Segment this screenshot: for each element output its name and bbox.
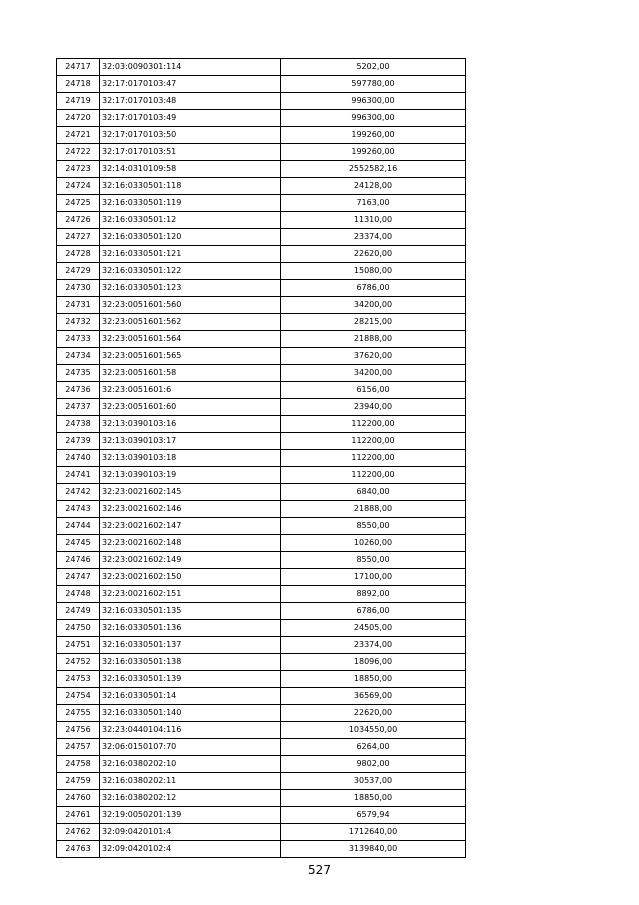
value-cell: 5202,00 (281, 59, 466, 76)
value-cell: 30537,00 (281, 773, 466, 790)
cadastral-number-cell: 32:17:0170103:47 (100, 76, 281, 93)
value-cell: 199260,00 (281, 144, 466, 161)
value-cell: 18850,00 (281, 790, 466, 807)
cadastral-number-cell: 32:16:0330501:118 (100, 178, 281, 195)
table-row (57, 450, 466, 467)
cadastral-number-cell: 32:16:0380202:10 (100, 756, 281, 773)
value-cell: 6786,00 (281, 280, 466, 297)
value-cell: 36569,00 (281, 688, 466, 705)
row-number-cell: 24762 (57, 824, 100, 841)
value-cell: 3139840,00 (281, 841, 466, 858)
cadastral-number-cell: 32:16:0380202:11 (100, 773, 281, 790)
value-cell: 112200,00 (281, 416, 466, 433)
value-cell: 2552582,16 (281, 161, 466, 178)
value-cell: 6840,00 (281, 484, 466, 501)
value-cell: 6156,00 (281, 382, 466, 399)
cadastral-number-cell: 32:16:0330501:119 (100, 195, 281, 212)
value-cell: 112200,00 (281, 433, 466, 450)
value-cell: 22620,00 (281, 705, 466, 722)
value-cell: 23374,00 (281, 229, 466, 246)
cadastral-number-cell: 32:16:0330501:121 (100, 246, 281, 263)
table-row (57, 59, 466, 76)
table-row (57, 93, 466, 110)
table-row (57, 756, 466, 773)
value-cell: 112200,00 (281, 467, 466, 484)
row-number-cell: 24722 (57, 144, 100, 161)
cadastral-number-cell: 32:16:0330501:12 (100, 212, 281, 229)
cadastral-number-cell: 32:13:0390103:16 (100, 416, 281, 433)
row-number-cell: 24725 (57, 195, 100, 212)
value-cell: 10260,00 (281, 535, 466, 552)
row-number-cell: 24734 (57, 348, 100, 365)
cadastral-number-cell: 32:23:0051601:565 (100, 348, 281, 365)
cadastral-number-cell: 32:17:0170103:50 (100, 127, 281, 144)
row-number-cell: 24727 (57, 229, 100, 246)
cadastral-number-cell: 32:23:0051601:6 (100, 382, 281, 399)
table-row (57, 586, 466, 603)
table-row (57, 671, 466, 688)
table-row (57, 773, 466, 790)
value-cell: 21888,00 (281, 501, 466, 518)
cadastral-number-cell: 32:16:0330501:138 (100, 654, 281, 671)
row-number-cell: 24718 (57, 76, 100, 93)
row-number-cell: 24739 (57, 433, 100, 450)
cadastral-number-cell: 32:23:0051601:60 (100, 399, 281, 416)
table-row (57, 518, 466, 535)
cadastral-number-cell: 32:23:0021602:145 (100, 484, 281, 501)
row-number-cell: 24763 (57, 841, 100, 858)
table-row (57, 195, 466, 212)
table-row (57, 569, 466, 586)
table-body (57, 59, 466, 858)
row-number-cell: 24748 (57, 586, 100, 603)
cadastral-number-cell: 32:23:0021602:147 (100, 518, 281, 535)
value-cell: 24128,00 (281, 178, 466, 195)
cadastral-number-cell: 32:19:0050201:139 (100, 807, 281, 824)
row-number-cell: 24744 (57, 518, 100, 535)
row-number-cell: 24741 (57, 467, 100, 484)
row-number-cell: 24747 (57, 569, 100, 586)
row-number-cell: 24743 (57, 501, 100, 518)
table-row (57, 705, 466, 722)
table-row (57, 688, 466, 705)
row-number-cell: 24754 (57, 688, 100, 705)
row-number-cell: 24753 (57, 671, 100, 688)
cadastral-number-cell: 32:17:0170103:51 (100, 144, 281, 161)
cadastral-number-cell: 32:23:0440104:116 (100, 722, 281, 739)
table-row (57, 399, 466, 416)
table-row (57, 620, 466, 637)
cadastral-number-cell: 32:23:0021602:149 (100, 552, 281, 569)
cadastral-number-cell: 32:16:0330501:135 (100, 603, 281, 620)
value-cell: 15080,00 (281, 263, 466, 280)
value-cell: 597780,00 (281, 76, 466, 93)
value-cell: 1712640,00 (281, 824, 466, 841)
row-number-cell: 24729 (57, 263, 100, 280)
row-number-cell: 24757 (57, 739, 100, 756)
value-cell: 8550,00 (281, 552, 466, 569)
value-cell: 21888,00 (281, 331, 466, 348)
cadastral-number-cell: 32:16:0380202:12 (100, 790, 281, 807)
row-number-cell: 24732 (57, 314, 100, 331)
table-row (57, 161, 466, 178)
cadastral-number-cell: 32:16:0330501:137 (100, 637, 281, 654)
cadastral-number-cell: 32:23:0051601:564 (100, 331, 281, 348)
value-cell: 23940,00 (281, 399, 466, 416)
cadastral-number-cell: 32:13:0390103:18 (100, 450, 281, 467)
row-number-cell: 24760 (57, 790, 100, 807)
value-cell: 23374,00 (281, 637, 466, 654)
row-number-cell: 24733 (57, 331, 100, 348)
cadastral-number-cell: 32:16:0330501:14 (100, 688, 281, 705)
table-row (57, 229, 466, 246)
value-cell: 7163,00 (281, 195, 466, 212)
cadastral-number-cell: 32:13:0390103:19 (100, 467, 281, 484)
table-row (57, 178, 466, 195)
table-row (57, 790, 466, 807)
table-row (57, 841, 466, 858)
cadastral-number-cell: 32:23:0051601:560 (100, 297, 281, 314)
cadastral-number-cell: 32:09:0420102:4 (100, 841, 281, 858)
value-cell: 17100,00 (281, 569, 466, 586)
row-number-cell: 24726 (57, 212, 100, 229)
cadastral-value-table (56, 58, 466, 858)
cadastral-number-cell: 32:09:0420101:4 (100, 824, 281, 841)
table-row (57, 433, 466, 450)
page-number: 527 (308, 863, 331, 877)
value-cell: 18850,00 (281, 671, 466, 688)
cadastral-number-cell: 32:23:0051601:58 (100, 365, 281, 382)
cadastral-number-cell: 32:17:0170103:49 (100, 110, 281, 127)
cadastral-number-cell: 32:23:0021602:151 (100, 586, 281, 603)
row-number-cell: 24738 (57, 416, 100, 433)
table-row (57, 365, 466, 382)
row-number-cell: 24720 (57, 110, 100, 127)
value-cell: 996300,00 (281, 93, 466, 110)
cadastral-number-cell: 32:17:0170103:48 (100, 93, 281, 110)
row-number-cell: 24755 (57, 705, 100, 722)
table-row (57, 416, 466, 433)
table-row (57, 739, 466, 756)
value-cell: 1034550,00 (281, 722, 466, 739)
table-row (57, 314, 466, 331)
table-row (57, 637, 466, 654)
value-cell: 8892,00 (281, 586, 466, 603)
row-number-cell: 24717 (57, 59, 100, 76)
table-row (57, 484, 466, 501)
value-cell: 8550,00 (281, 518, 466, 535)
row-number-cell: 24721 (57, 127, 100, 144)
row-number-cell: 24737 (57, 399, 100, 416)
row-number-cell: 24723 (57, 161, 100, 178)
table-row (57, 246, 466, 263)
row-number-cell: 24756 (57, 722, 100, 739)
value-cell: 11310,00 (281, 212, 466, 229)
cadastral-number-cell: 32:23:0051601:562 (100, 314, 281, 331)
row-number-cell: 24730 (57, 280, 100, 297)
row-number-cell: 24745 (57, 535, 100, 552)
row-number-cell: 24736 (57, 382, 100, 399)
table-row (57, 144, 466, 161)
value-cell: 6579,94 (281, 807, 466, 824)
cadastral-number-cell: 32:14:0310109:58 (100, 161, 281, 178)
table-row (57, 212, 466, 229)
row-number-cell: 24752 (57, 654, 100, 671)
cadastral-number-cell: 32:16:0330501:136 (100, 620, 281, 637)
row-number-cell: 24731 (57, 297, 100, 314)
cadastral-number-cell: 32:16:0330501:120 (100, 229, 281, 246)
cadastral-number-cell: 32:16:0330501:140 (100, 705, 281, 722)
value-cell: 34200,00 (281, 297, 466, 314)
cadastral-number-cell: 32:13:0390103:17 (100, 433, 281, 450)
row-number-cell: 24761 (57, 807, 100, 824)
row-number-cell: 24749 (57, 603, 100, 620)
table-row (57, 348, 466, 365)
value-cell: 199260,00 (281, 127, 466, 144)
value-cell: 9802,00 (281, 756, 466, 773)
value-cell: 28215,00 (281, 314, 466, 331)
table-row (57, 110, 466, 127)
table-row (57, 382, 466, 399)
value-cell: 34200,00 (281, 365, 466, 382)
row-number-cell: 24724 (57, 178, 100, 195)
table-row (57, 467, 466, 484)
row-number-cell: 24759 (57, 773, 100, 790)
value-cell: 996300,00 (281, 110, 466, 127)
table-row (57, 127, 466, 144)
value-cell: 112200,00 (281, 450, 466, 467)
table-row (57, 263, 466, 280)
row-number-cell: 24750 (57, 620, 100, 637)
row-number-cell: 24751 (57, 637, 100, 654)
row-number-cell: 24740 (57, 450, 100, 467)
cadastral-number-cell: 32:23:0021602:150 (100, 569, 281, 586)
row-number-cell: 24735 (57, 365, 100, 382)
table-row (57, 331, 466, 348)
row-number-cell: 24746 (57, 552, 100, 569)
cadastral-number-cell: 32:16:0330501:122 (100, 263, 281, 280)
table-row (57, 552, 466, 569)
value-cell: 6264,00 (281, 739, 466, 756)
table-row (57, 297, 466, 314)
value-cell: 22620,00 (281, 246, 466, 263)
value-cell: 6786,00 (281, 603, 466, 620)
value-cell: 18096,00 (281, 654, 466, 671)
table-row (57, 654, 466, 671)
cadastral-number-cell: 32:23:0021602:146 (100, 501, 281, 518)
cadastral-number-cell: 32:16:0330501:139 (100, 671, 281, 688)
cadastral-number-cell: 32:06:0150107:70 (100, 739, 281, 756)
table-row (57, 807, 466, 824)
cadastral-number-cell: 32:23:0021602:148 (100, 535, 281, 552)
cadastral-number-cell: 32:16:0330501:123 (100, 280, 281, 297)
table-row (57, 603, 466, 620)
table-row (57, 280, 466, 297)
table-row (57, 535, 466, 552)
value-cell: 37620,00 (281, 348, 466, 365)
table-row (57, 76, 466, 93)
value-cell: 24505,00 (281, 620, 466, 637)
cadastral-number-cell: 32:03:0090301:114 (100, 59, 281, 76)
row-number-cell: 24719 (57, 93, 100, 110)
row-number-cell: 24758 (57, 756, 100, 773)
table-row (57, 501, 466, 518)
row-number-cell: 24742 (57, 484, 100, 501)
table-row (57, 722, 466, 739)
row-number-cell: 24728 (57, 246, 100, 263)
table-row (57, 824, 466, 841)
